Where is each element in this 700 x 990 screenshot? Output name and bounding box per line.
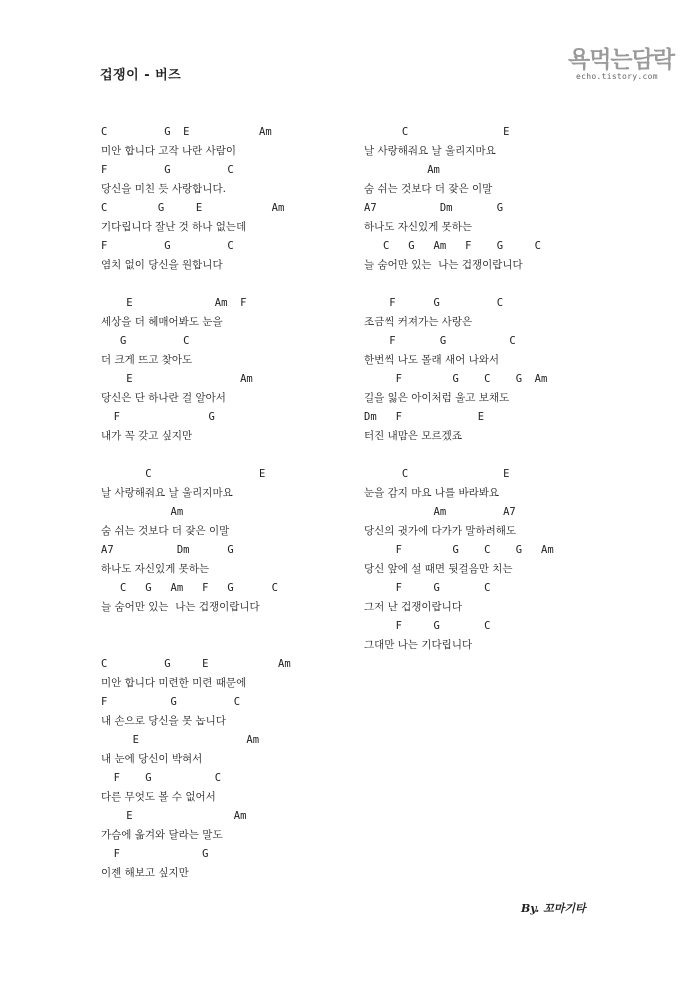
- song-title: 겁쟁이 - 버즈: [100, 68, 182, 83]
- chord-line: Dm F E: [364, 411, 485, 423]
- chord-line: A7 Dm G: [101, 544, 234, 556]
- lyric-line: 가슴에 옮겨와 달라는 말도: [101, 829, 223, 841]
- chord-line: C E: [364, 468, 510, 480]
- chord-line: E Am: [101, 734, 260, 746]
- chord-line: E Am: [101, 373, 253, 385]
- logo-url: echo.tistory.com: [576, 72, 658, 81]
- chord-line: E Am F: [101, 297, 247, 309]
- lyric-line: 내가 꼭 갖고 싶지만: [101, 430, 193, 442]
- lyric-line: 당신의 귓가에 다가가 말하려해도: [364, 525, 517, 537]
- chord-line: A7 Dm G: [364, 202, 504, 214]
- stanza-gap: [101, 275, 291, 294]
- lyric-line: 숨 쉬는 것보다 더 잦은 이말: [101, 525, 230, 537]
- lyric-line: 미안 합니다 고작 나란 사람이: [101, 145, 237, 157]
- chord-line: F G C: [101, 164, 234, 176]
- lyric-line: 미안 합니다 미련한 미련 때문에: [101, 677, 247, 689]
- lyric-line: 기다립니다 잘난 것 하나 없는데: [101, 221, 247, 233]
- lyric-line: 늘 숨어만 있는 나는 겁쟁이랍니다: [364, 259, 523, 271]
- chord-line: F G C: [364, 620, 491, 632]
- lyric-line: 하나도 자신있게 못하는: [364, 221, 473, 233]
- lyric-line: 더 크게 뜨고 찾아도: [101, 354, 193, 366]
- chord-line: F G C: [364, 297, 504, 309]
- chord-line: C G Am F G C: [101, 582, 279, 594]
- chord-line: C G E Am: [101, 658, 291, 670]
- chord-line: E Am: [101, 810, 247, 822]
- chord-line: F G C: [364, 335, 516, 347]
- chord-line: F G C: [364, 582, 491, 594]
- lyric-line: 조금씩 커져가는 사랑은: [364, 316, 473, 328]
- lyric-line: 내 눈에 당신이 박혀서: [101, 753, 203, 765]
- lyric-line: 터진 내맘은 모르겠죠: [364, 430, 462, 442]
- stanza-gap: [364, 275, 554, 294]
- chord-line: C E: [101, 468, 266, 480]
- lyric-line: 다른 무엇도 볼 수 없어서: [101, 791, 216, 803]
- lyric-line: 하나도 자신있게 못하는: [101, 563, 210, 575]
- stanza-gap: [364, 446, 554, 465]
- chord-line: F G C G Am: [364, 544, 554, 556]
- lyric-line: 한번씩 나도 몰래 새어 나와서: [364, 354, 500, 366]
- stanza-gap: [101, 617, 291, 636]
- lyric-line: 염치 없이 당신을 원합니다: [101, 259, 223, 271]
- chord-line: Am: [101, 506, 184, 518]
- chord-line: C G E Am: [101, 202, 285, 214]
- stanza-gap: [101, 636, 291, 655]
- lyric-line: 길을 잃은 아이처럼 울고 보채도: [364, 392, 510, 404]
- chord-line: C G Am F G C: [364, 240, 542, 252]
- chord-line: F G C: [101, 772, 222, 784]
- lyric-line: 날 사랑해줘요 날 울리지마요: [364, 145, 496, 157]
- lyric-line: 당신을 미친 듯 사랑합니다.: [101, 183, 226, 195]
- left-lyrics-column: [101, 123, 291, 883]
- chord-line: F G C: [101, 696, 241, 708]
- lyric-line: 세상을 더 헤매어봐도 눈을: [101, 316, 223, 328]
- chord-line: G C: [101, 335, 190, 347]
- author-signature: By. 꼬마기타: [521, 902, 586, 915]
- chord-line: F G C: [101, 240, 234, 252]
- lyric-line: 이젠 해보고 싶지만: [101, 867, 189, 879]
- logo-text: 욕먹는담락: [568, 47, 675, 73]
- stanza-gap: [101, 446, 291, 465]
- lyric-line: 숨 쉬는 것보다 더 잦은 이말: [364, 183, 493, 195]
- lyric-line: 늘 숨어만 있는 나는 겁쟁이랍니다: [101, 601, 260, 613]
- chord-line: F G: [101, 848, 209, 860]
- lyric-line: 눈을 감지 마요 나를 바라봐요: [364, 487, 500, 499]
- lyric-line: 당신 앞에 설 때면 뒷걸음만 치는: [364, 563, 513, 575]
- lyric-line: 내 손으로 당신을 못 놉니다: [101, 715, 226, 727]
- chord-line: F G: [101, 411, 215, 423]
- lyric-line: 그저 난 겁쟁이랍니다: [364, 601, 462, 613]
- site-logo: [568, 46, 675, 96]
- lyric-line: 당신은 단 하나란 걸 알아서: [101, 392, 226, 404]
- chord-line: F G C G Am: [364, 373, 548, 385]
- chord-line: C G E Am: [101, 126, 272, 138]
- chord-line: Am: [364, 164, 440, 176]
- lyric-line: 그대만 나는 기다립니다: [364, 639, 473, 651]
- right-lyrics-column: [364, 123, 554, 655]
- lyric-line: 날 사랑해줘요 날 울리지마요: [101, 487, 233, 499]
- chord-line: Am A7: [364, 506, 516, 518]
- chord-line: C E: [364, 126, 510, 138]
